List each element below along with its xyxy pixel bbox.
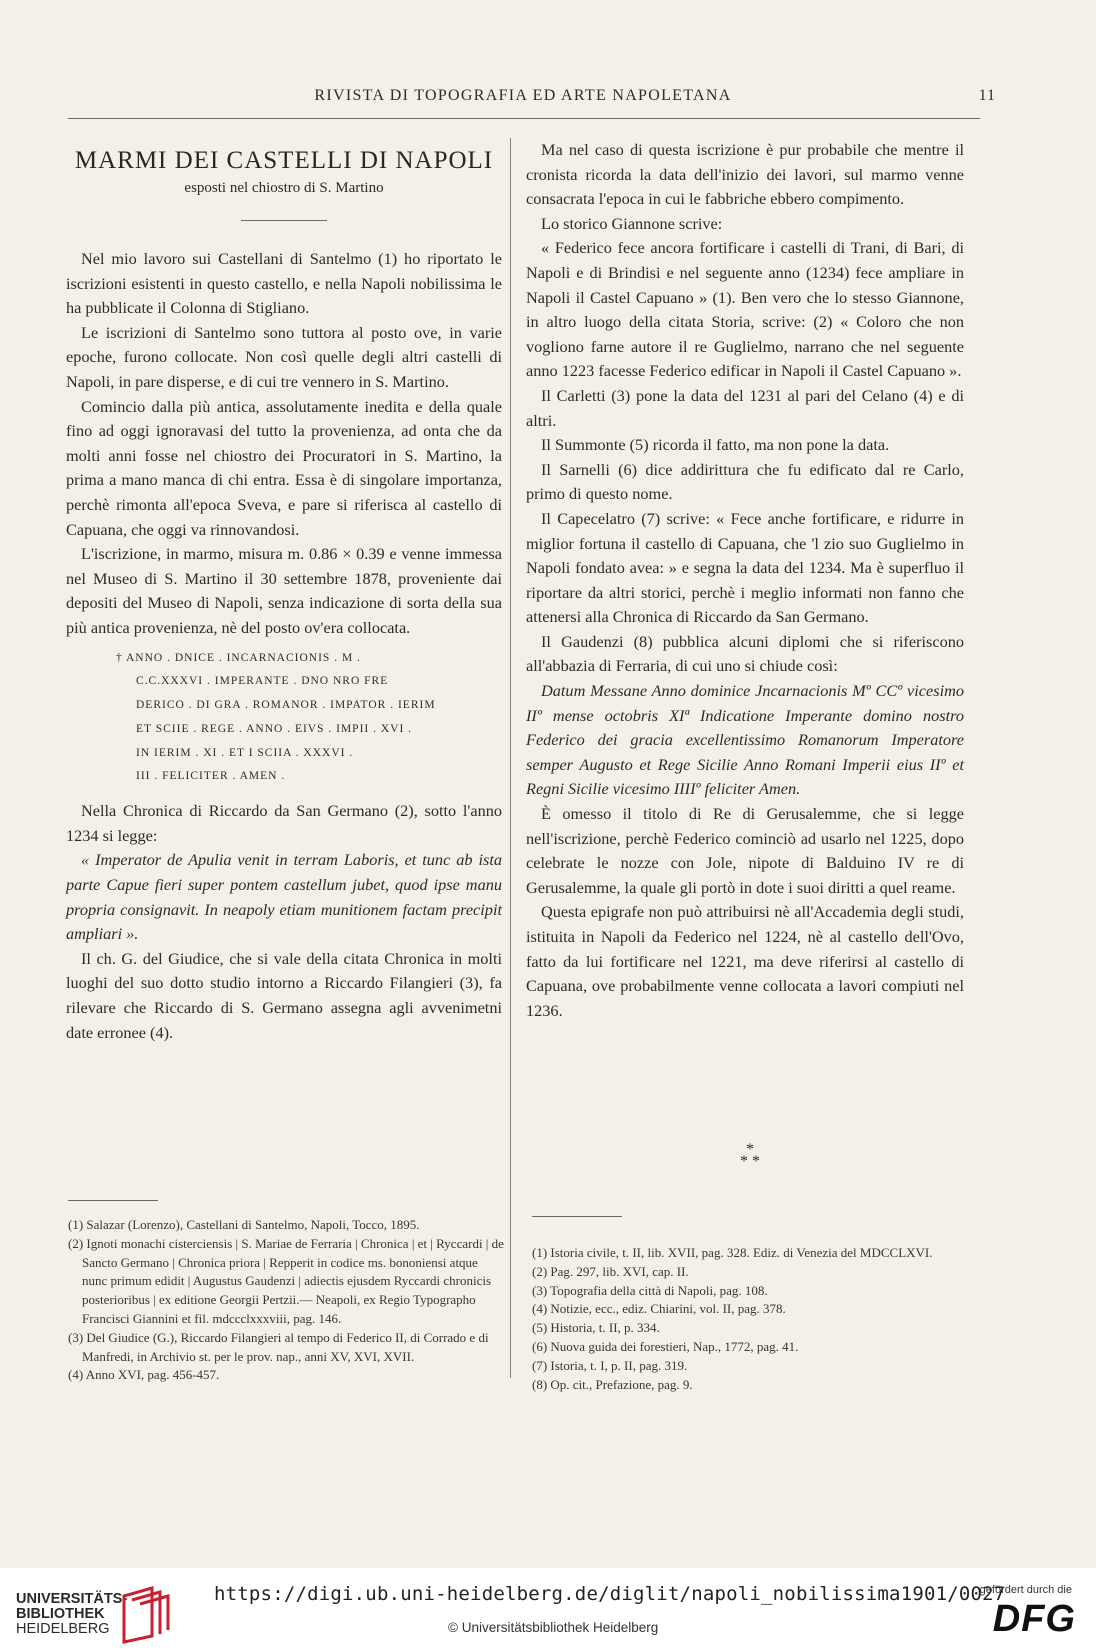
library-logo[interactable] (10, 1586, 185, 1646)
quotation: « Imperator de Apulia venit in terram Laboris, et tunc ab ista parte Capue fieri super pontem castellum jubet, quod ipse manu propria consignavit. In neapoly etiam munitionem factam precipit ampliari ». (66, 850, 502, 944)
inscription-line: C.C.XXXVI . IMPERANTE . DNO NRO FRE (136, 675, 389, 688)
footnote-rule-right (532, 1216, 622, 1217)
footnote: (6) Nuova guida dei forestieri, Nap., 1772, pag. 41. (532, 1338, 799, 1354)
paragraph: Le iscrizioni di Santelmo sono tuttora al posto ove, in varie epoche, furono collocate. Non così quelle degli altri castelli di Napoli, in pare disperse, e di cui tre vennero in S. Martino. (66, 322, 502, 391)
title-rule (241, 220, 327, 221)
paragraph: Il Capecelatro (7) scrive: « Fece anche fortificare, e ridurre in miglior fortuna il castello di Capuana, che 'l zio suo Guglielmo in Napoli fondato avea: » e segna la data del 1234. Ma è superfluo il riportare da altri storici, perchè i meglio informati non fanno che attenersi alla Chronica di Riccardo da San Germano. (526, 508, 964, 627)
footnote: (8) Op. cit., Prefazione, pag. 9. (532, 1376, 693, 1392)
library-emblem-icon (118, 1586, 170, 1644)
article-subtitle: esposti nel chiostro di S. Martino (184, 180, 384, 196)
copyright-notice: © Universitätsbibliothek Heidelberg (448, 1620, 659, 1635)
footnote: (3) Del Giudice (G.), Riccardo Filangieri al tempo di Federico II, di Corrado e di Manfredi, in Archivio st. per le prov. nap., anni XV, XVI, XVII. (68, 1329, 489, 1364)
asterism-top: * (746, 1141, 754, 1158)
inscription-line: † ANNO . DNICE . INCARNACIONIS . M . (116, 651, 361, 664)
article-title: MARMI DEI CASTELLI DI NAPOLI (74, 147, 494, 174)
diploma-quotation: Datum Messane Anno dominice Jncarnacionis Mº CCº vicesimo IIº mense octobris XIª Indicatione Imperante domino nostro Federico dei gracia excellentissimo Romanorum Imperatore semper Augusto et Rege Sicilie Anno Romani Imperii eius IIº et Regni Sicilie vicesimo IIIIº feliciter Amen. (526, 681, 964, 799)
footnote-rule-left (68, 1200, 158, 1201)
right-column (526, 138, 964, 1023)
asterism (720, 1141, 780, 1170)
library-name-line: BIBLIOTHEK (16, 1606, 105, 1622)
paragraph: Il Sarnelli (6) dice addirittura che fu edificato dal re Carlo, primo di questo nome. (526, 459, 964, 504)
footnote: (2) Pag. 297, lib. XVI, cap. II. (532, 1263, 689, 1279)
inscription-line: ET SCIIE . REGE . ANNO . EIVS . IMPII . XVI . (136, 722, 413, 735)
paragraph: L'iscrizione, in marmo, misura m. 0.86 × 0.39 e venne immessa nel Museo di S. Martino il 30 settembre 1878, proveniente dai depositi del Museo di Napoli, senza indicazione di sorta della sua più antica provenienza, nè del posto ov'era collocata. (66, 544, 502, 637)
inscription-line: IN IERIM . XI . ET I SCIIA . XXXVI . (136, 746, 354, 759)
paragraph: Il Gaudenzi (8) pubblica alcuni diplomi che si riferiscono all'abbazia di Ferraria, di cui uno si chiude così: (526, 631, 964, 676)
funder-caption: gefördert durch die (979, 1584, 1072, 1596)
permalink-url[interactable]: https://digi.ub.uni-heidelberg.de/diglit/napoli_nobilissima1901/0027 (214, 1583, 1006, 1605)
dfg-logo[interactable]: DFG (992, 1598, 1076, 1640)
footnote: (7) Istoria, t. I, p. II, pag. 319. (532, 1357, 688, 1373)
library-name-line: HEIDELBERG (16, 1621, 110, 1637)
header-rule (68, 118, 980, 119)
paragraph: Il Summonte (5) ricorda il fatto, ma non pone la data. (541, 435, 890, 455)
viewer-footer (0, 1568, 1096, 1651)
inscription-line: III . FELICITER . AMEN . (136, 770, 286, 783)
paragraph: Lo storico Giannone scrive: (541, 213, 723, 233)
footnotes-right (532, 1244, 968, 1394)
inscription-transcription (66, 647, 502, 790)
paragraph: Ma nel caso di questa iscrizione è pur probabile che mentre il cronista ricorda la data dell'inizio dei lavori, sul marmo venne consacrata l'epoca in cui le fabbriche ebbero compimento. (526, 140, 964, 209)
paragraph: Comincio dalla più antica, assolutamente inedita e della quale fino ad oggi ignoravasi del tutto la provenienza, ad onta che da molti anni fosse nel chiostro dei Procuratori in S. Martino, la prima a mano manca di chi entra. Essa è di singolare importanza, perchè rimonta all'epoca Sveva, e pare si riferisca al castello di Capuana, che oggi va rinnovandosi. (66, 396, 502, 539)
footnote: (1) Istoria civile, t. II, lib. XVII, pag. 328. Ediz. di Venezia del MDCCLXVI. (532, 1245, 933, 1260)
library-name-line: UNIVERSITÄTS- (16, 1591, 128, 1607)
paragraph: Nel mio lavoro sui Castellani di Santelmo (1) ho riportato le iscrizioni esistenti in questo castello, e nella Napoli nobilissima le ha pubblicate il Colonna di Stigliano. (66, 249, 502, 318)
paragraph: Questa epigrafe non può attribuirsi nè all'Accademia degli studi, istituita in Napoli da Federico nel 1224, nè al castello dell'Ovo, fatto da lui fortificare nel 1221, ma deve riferirsi al castello di Capuana, ove probabilmente venne collocata a lavori compiuti nel 1236. (526, 902, 964, 1020)
footnote: (1) Salazar (Lorenzo), Castellani di Santelmo, Napoli, Tocco, 1895. (68, 1217, 420, 1232)
left-column (66, 142, 502, 1045)
asterism-bottom: * * (740, 1153, 760, 1170)
running-header: RIVISTA DI TOPOGRAFIA ED ARTE NAPOLETANA (314, 87, 732, 104)
paragraph: « Federico fece ancora fortificare i castelli di Trani, di Bari, di Napoli e di Brindisi e nel seguente anno (1234) fece ampliare in Napoli il Castel Capuano » (1). Ben vero che lo stesso Giannone, in altro luogo della citata Storia, scrive: (2) « Coloro che non vogliono farne autore il re Guglielmo, narrano che nel seguente anno 1223 facesse Federico edificar in Napoli il Castel Capuano ». (526, 238, 964, 381)
footnote: (4) Anno XVI, pag. 456-457. (68, 1367, 220, 1383)
library-name (16, 1592, 127, 1637)
paragraph: Nella Chronica di Riccardo da San Germano (2), sotto l'anno 1234 si legge: (66, 801, 502, 845)
footnote: (4) Notizie, ecc., ediz. Chiarini, vol. II, pag. 378. (532, 1301, 786, 1317)
footnote: (3) Topografia della città di Napoli, pag. 108. (532, 1282, 768, 1298)
footnote: (5) Historia, t. II, p. 334. (532, 1320, 660, 1336)
footnote: (2) Ignoti monachi cisterciensis | S. Mariae de Ferraria | Chronica | et | Ryccardi | de Sancto Germano | Chronica priora | Repperit in codice ms. bononiensi atque nunc primum edidit | Augustus Gaudenzi | adiectis ejusdem Ryccardi chronicis posterioribus | ex editione Georgii Pertzii.— Neapoli, ex Regio Typographo Francisci Giannini et fil. mdccclxxxviii, pag. 146. (68, 1235, 504, 1326)
paragraph: È omesso il titolo di Re di Gerusalemme, che si legge nell'iscrizione, perchè Federico cominciò ad usarlo nel 1225, dopo celebrate le nozze con Jole, nipote di Balduino IV re di Gerusalemme, la quale gli portò in dote i suoi diritti a quel reame. (526, 804, 964, 897)
column-divider (510, 138, 511, 1378)
inscription-line: DERICO . DI GRA . ROMANOR . IMPATOR . IERIM (136, 699, 436, 712)
paragraph: Il ch. G. del Giudice, che si vale della citata Chronica in molti luoghi del suo dotto studio intorno a Riccardo Filangieri (3), fa rilevare che Riccardo di S. Germano assegna agli avvenimetni date erronee (4). (66, 948, 502, 1042)
footnotes-left (68, 1216, 504, 1385)
paragraph: Il Carletti (3) pone la data del 1231 al pari del Celano (4) e di altri. (526, 385, 964, 430)
page-number: 11 (978, 87, 996, 104)
